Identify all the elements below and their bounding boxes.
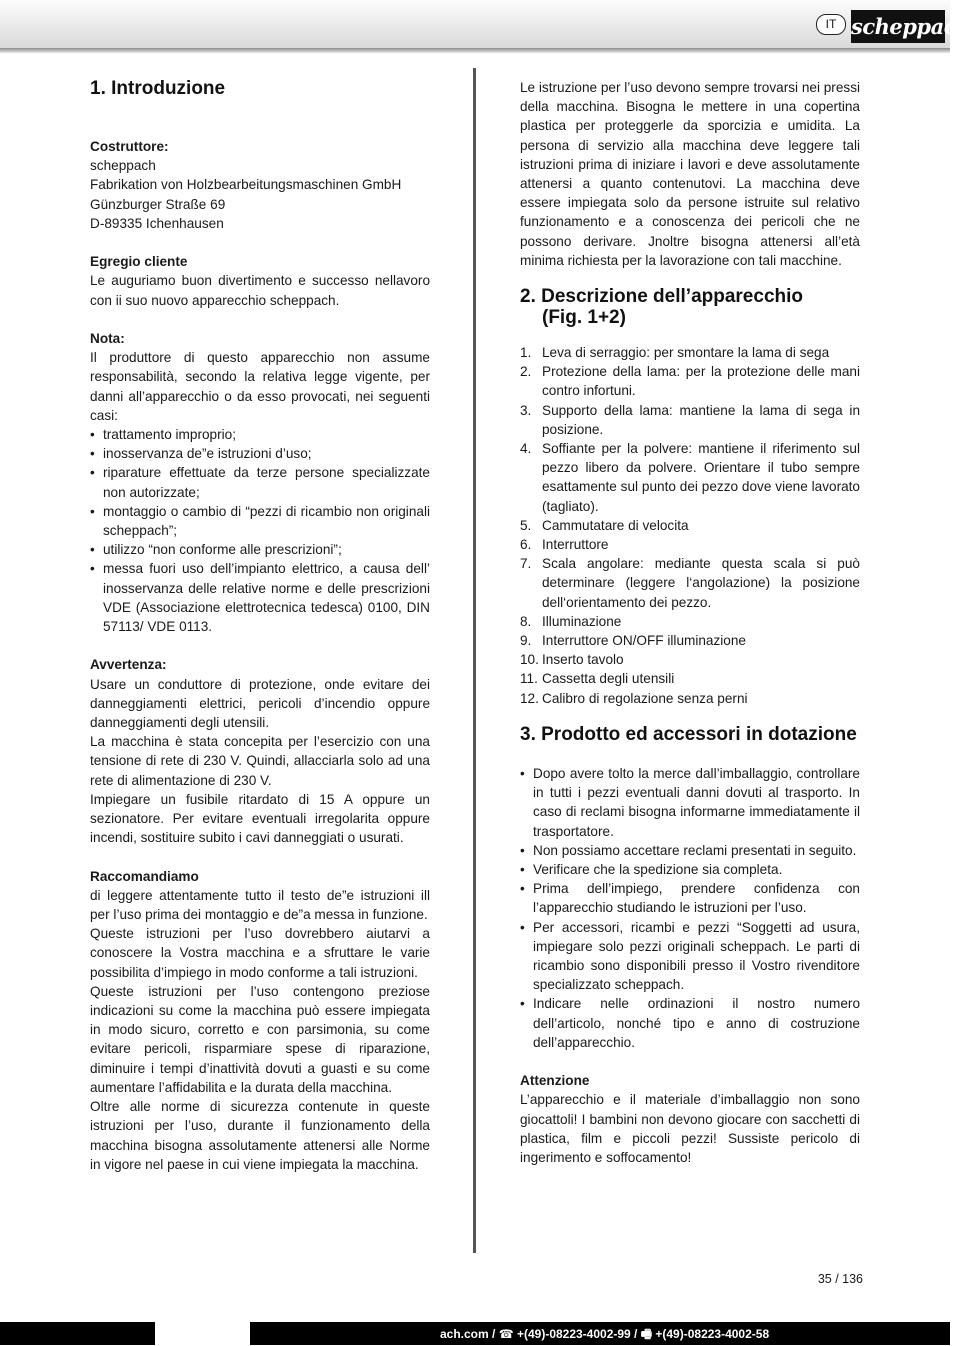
section-1-heading: 1. Introduzione — [90, 78, 226, 99]
list-item: 2. Protezione della lama: per la protezione delle mani contro infortuni. — [520, 364, 860, 399]
list-item: • montaggio o cambio di “pezzi di ricambio non originali scheppach”; — [90, 502, 430, 540]
list-item: • utilizzo “non conforme alle prescrizioni”; — [90, 540, 430, 559]
list-item: • riparature effettuate da terze persone specializzate non autorizzate; — [90, 463, 430, 501]
column-divider — [473, 68, 476, 1253]
accessories-list — [520, 764, 860, 1052]
manufacturer-label: Costruttore: — [90, 139, 169, 154]
description-list — [520, 343, 860, 708]
note-text: Il produttore di questo apparecchio non assume responsabilità, secondo la relativa legge vigente, per danni all’apparecchio o da esso provocati, nei seguenti casi: — [90, 350, 430, 423]
warning-label: Avvertenza: — [90, 657, 167, 673]
page-header-bar — [0, 0, 950, 49]
footer-bar — [0, 1322, 950, 1345]
list-item: 4. Soffiante per la polvere: mantiene il riferimento sul pezzo libero da polvere. Orientare il tubo sempre esattamente sul punto dei pezzo dove viene lavorato (tagliato). — [520, 441, 860, 514]
manufacturer-line: scheppach — [90, 158, 156, 174]
list-item: 6. Interruttore — [520, 537, 609, 553]
manufacturer-line: D-89335 Ichenhausen — [90, 215, 224, 231]
note-label: Nota: — [90, 331, 125, 346]
warning-paragraph: La macchina è stata concepita per l’esercizio con una tensione di rete di 230 V. Quindi, allacciarla solo ad una rete di alimentazione di 230 V. — [90, 734, 430, 788]
attention-label: Attenzione — [520, 1073, 590, 1089]
list-item: 12. Calibro di regolazione senza perni — [520, 690, 748, 706]
list-item: 9. Interruttore ON/OFF illuminazione — [520, 633, 746, 649]
list-item: • messa fuori uso dell’impianto elettrico, a causa dell’ inosservanza delle relative norme e delle prescrizioni VDE (Associazione elettrotecnica tedesca) 0100, DIN 57113/ VDE 0113. — [90, 559, 430, 636]
list-item: • Indicare nelle ordinazioni il nostro numero dell’articolo, nonché tipo e anno di costruzione dell’apparecchio. — [520, 994, 860, 1052]
list-item: • Per accessori, ricambi e pezzi “Soggetti ad usura, impiegare solo pezzi originali scheppach. Le parti di ricambio sono disponibili presso il Vostro rivenditore specializzato scheppach. — [520, 918, 860, 995]
recommend-paragraph: Queste istruzioni per l’uso dovrebbero aiutarvi a conoscere la Vostra macchina e a sfruttare le varie possibilita d’impiego in modo conforme a tali istruzioni. — [90, 926, 430, 980]
section-3-heading: 3. Prodotto ed accessori in dotazione — [520, 723, 857, 745]
warning-paragraph: Impiegare un fusibile ritardato di 15 A oppure un sezionatore. Per evitare eventuali irregolarita oppure incendi, sostituire subito i cavi danneggiati o usurati. — [90, 791, 430, 846]
language-badge: IT — [816, 14, 846, 35]
list-item: • trattamento improprio; — [90, 425, 430, 444]
list-item: 10. Inserto tavolo — [520, 652, 624, 668]
list-item: 8. Illuminazione — [520, 613, 622, 629]
recommend-paragraph: Queste istruzioni per l’uso contengono preziose indicazioni su come la macchina può essere impiegata in modo sicuro, corretto e con parsimonia, su come evitare pericoli, risparmiare spese di riparazione, diminuire i tempi d’inattività dovuti a guasti e su come aumentare l’affidabilita e la durata della macchina. — [90, 983, 430, 1095]
section-2-heading: 2. Descrizione dell’apparecchio — [520, 286, 803, 308]
right-column — [520, 78, 860, 1167]
list-item: • Dopo avere tolto la merce dall’imballaggio, controllare in tutti i pezzi eventuali danni dovuti al trasporto. In caso di reclami bisogna informarne immediatamente il trasportatore. — [520, 764, 860, 841]
dear-customer-label: Egregio cliente — [90, 254, 188, 270]
manufacturer-line: Fabrikation von Holzbearbeitungsmaschinen GmbH — [90, 177, 402, 193]
dear-customer-text: Le auguriamo buon divertimento e successo nellavoro con ii suo nuovo apparecchio scheppach. — [90, 273, 430, 308]
section-2-heading-fig: (Fig. 1+2) — [542, 307, 626, 329]
list-item: • Verificare che la spedizione sia completa. — [520, 860, 860, 879]
left-column — [90, 78, 430, 1174]
list-item: 5. Cammutatare di velocita — [520, 517, 689, 533]
page-number: 35 / 136 — [817, 1272, 863, 1286]
header-shadow — [0, 48, 950, 53]
list-item: • inosservanza de”e istruzioni d’uso; — [90, 444, 430, 463]
list-item: • Prima dell’impiego, prendere confidenza con l’apparecchio studiando le istruzioni per l’uso. — [520, 879, 860, 917]
list-item: • Non possiamo accettare reclami presentati in seguito. — [520, 841, 860, 860]
warning-paragraph: Usare un conduttore di protezione, onde evitare dei danneggiamenti elettrici, pericoli d’incendio oppure danneggiamenti degli utensili. — [90, 676, 430, 731]
recommend-paragraph: di leggere attentamente tutto il testo de”e istruzioni ill per l’uso prima dei montaggio e de”a messa in funzione. — [90, 887, 430, 923]
instructions-paragraph: Le istruzione per l’uso devono sempre trovarsi nei pressi della macchina. Bisogna le mettere in una copertina plastica per proteggerle da sporcizia e umidita. La persona di servizio alla macchina deve leggere tali istruzioni prima di iniziare i lavori e deve assolutamente attenersi a quanto contenutovi. La macchina deve essere impiegata solo da persone istruite sul relativo funzionamento e a conoscenza dei pericoli che ne possono derivare. Jnoltre bisogna attenersi all’età minima richiesta per la lavorazione con tali macchine. — [520, 80, 861, 268]
footer-gap — [155, 1322, 250, 1345]
list-item: 1. Leva di serraggio: per smontare la lama di sega — [520, 345, 830, 361]
footer-contact: ach.com / ☎ +(49)-08223-4002-99 / 🖷 +(49)-08223-4002-58 — [440, 1327, 770, 1341]
scheppach-logo: scheppach — [851, 10, 945, 43]
note-list — [90, 425, 430, 636]
attention-text: L’apparecchio e il materiale d’imballaggio non sono giocattoli! I bambini non devono giocare con sacchetti di plastica, film e piccoli pezzi! Sussiste pericolo di ingerimento e soffocamento! — [520, 1092, 860, 1165]
recommend-paragraph: Oltre alle norme di sicurezza contenute in queste istruzioni per l’uso, durante il funzionamento della macchina bisogna assolutamente attenersi alle Norme in vigore nel paese in cui viene impiegata la macchina. — [90, 1099, 430, 1172]
manufacturer-line: Günzburger Straße 69 — [90, 196, 226, 212]
list-item: 3. Supporto della lama: mantiene la lama di sega in posizione. — [520, 402, 860, 437]
list-item: 7. Scala angolare: mediante questa scala si può determinare (leggere l‘angolazione) la posizione dell‘orientamento dei pezzo. — [520, 556, 860, 610]
recommend-label: Raccomandiamo — [90, 868, 199, 884]
list-item: 11. Cassetta degli utensili — [520, 671, 675, 687]
